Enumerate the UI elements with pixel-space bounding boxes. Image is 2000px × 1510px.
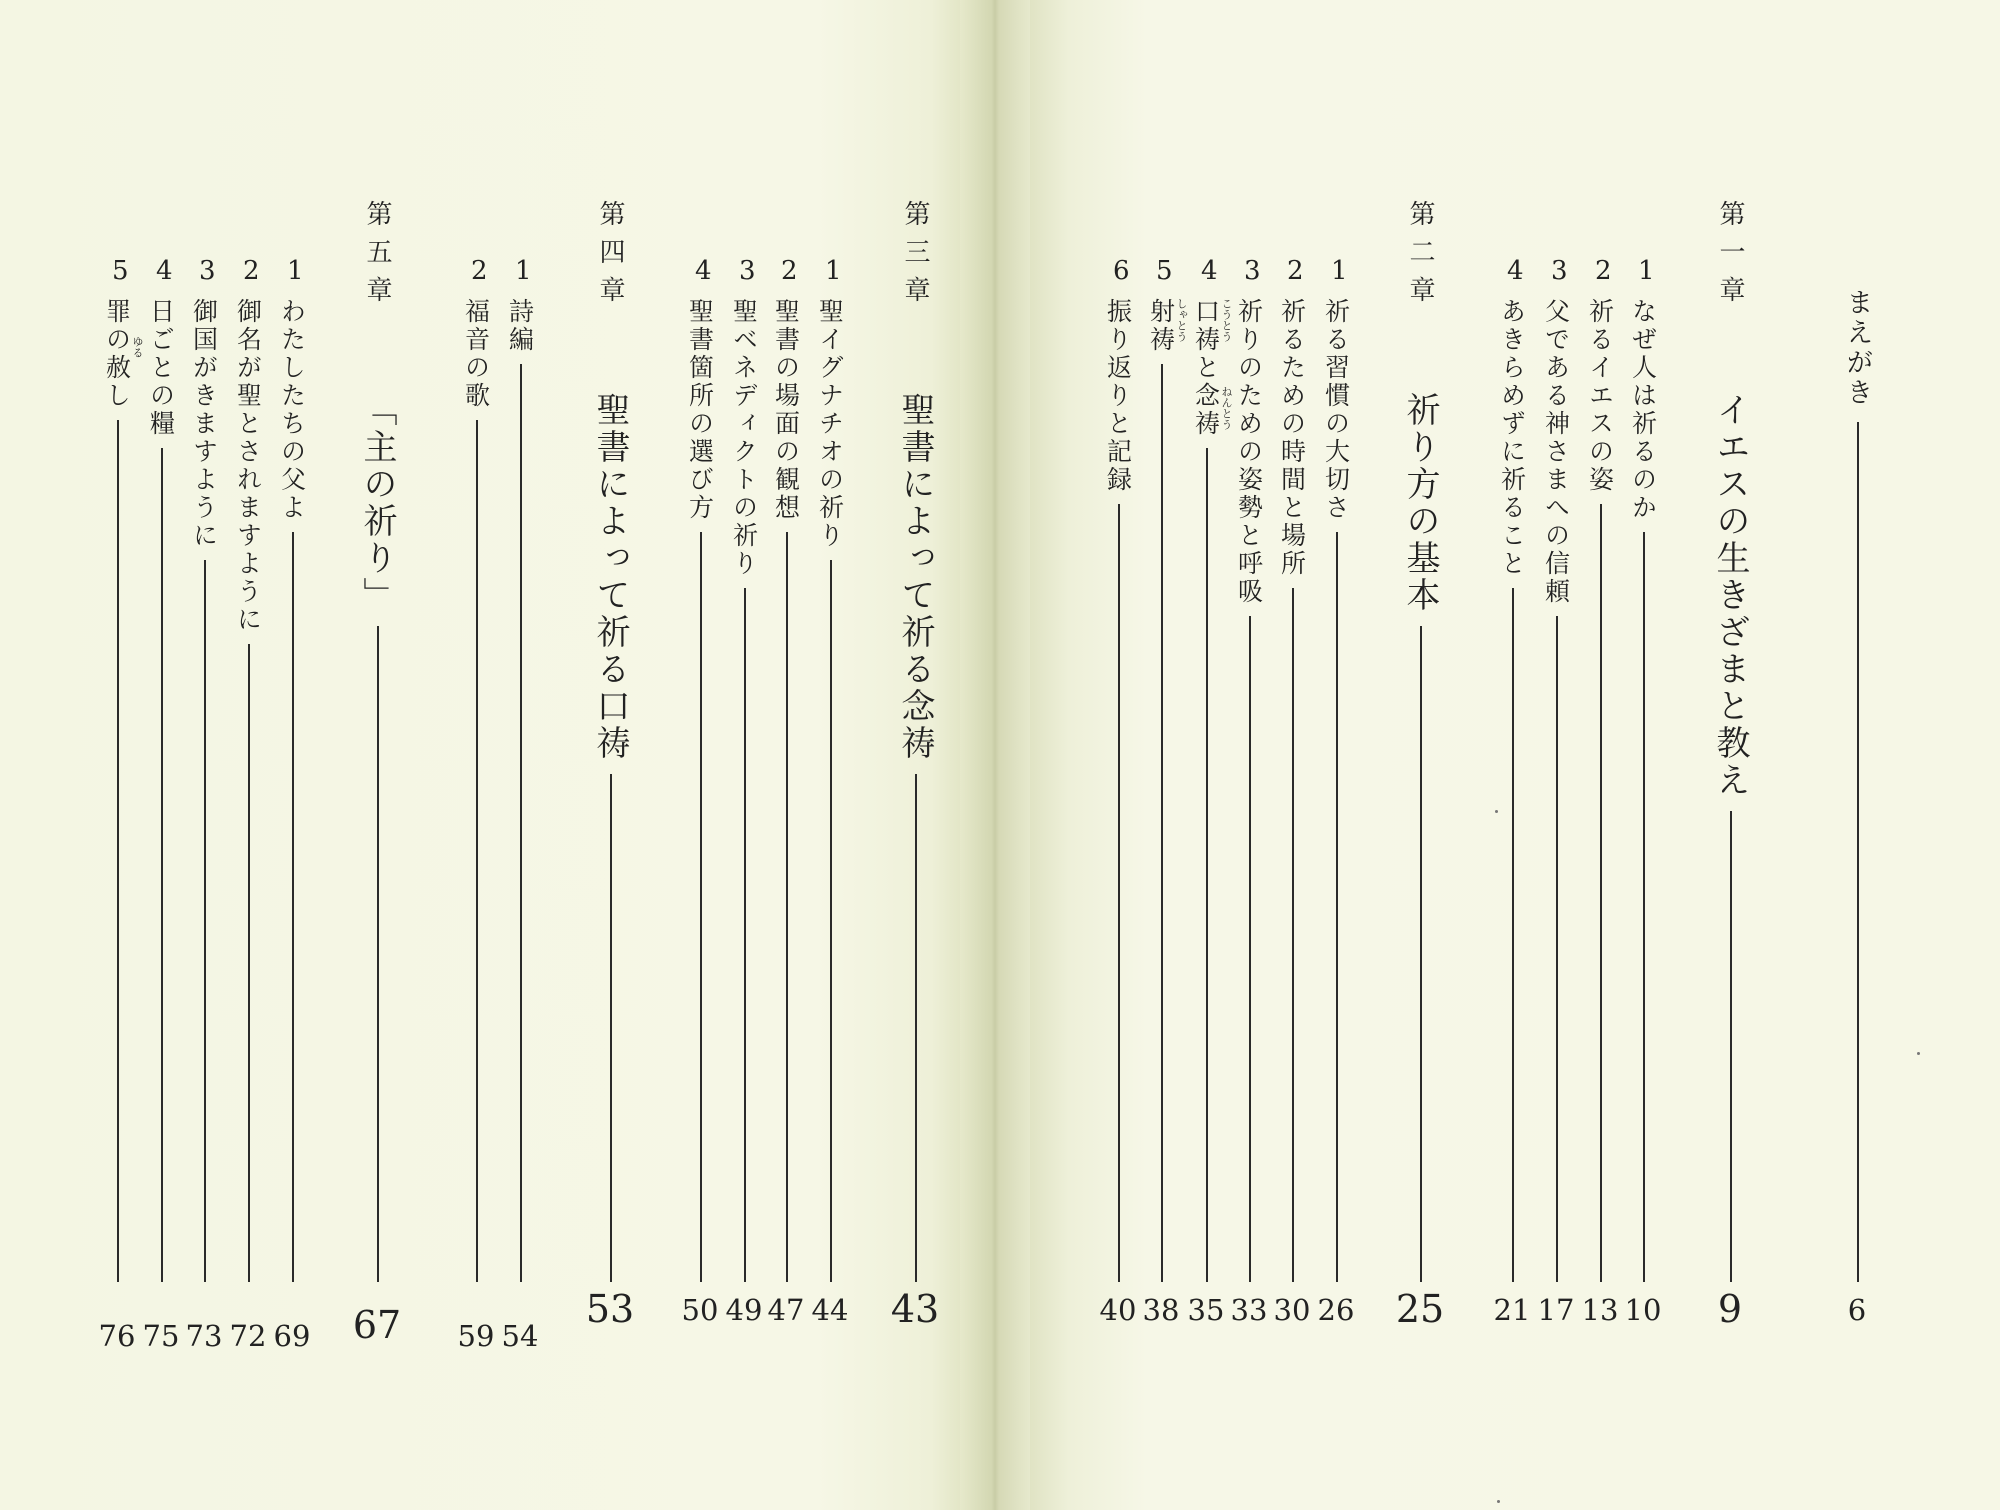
book-spread: まえがき 6 第一章 イエスの生きざまと教え 9 1 なぜ人は祈るのか 10 2 祈るイエスの姿 13 3 父である神さまへの信頼 17 4 あきらめずに祈ること 21 第二章 祈り方の基本 25 1 祈る習慣の大切さ 26 2 祈るための時間と場所 30 3 祈りのための姿勢と呼吸 33 4 口祷と念祷 35 こうとう ねんとう 5 射祷 38 しゃとう 6 振り返りと記録 40 第三章 聖書によって祈る念祷 43 1 聖イグナチオの祈り 44 2 聖書の場面の観想 47 3 聖ベネディクトの祈り 49 4 聖書箇所の選び方 50 第四章 聖書によって祈る口祷 53 1 詩編 54 2 福音の歌 59 第五章 「主の祈り」 67 1 わたしたちの父よ 69 2 御名が聖とされますように 72 3 御国がきますように 73 4 日ごとの糧 75 5 罪の赦し 76 ゆる (0, 0, 2000, 1510)
chapter-label: 第五章 (362, 200, 392, 314)
leader-line (520, 364, 522, 1282)
right-page (1030, 0, 2000, 1510)
section-title: 聖書箇所の選び方 (685, 298, 715, 522)
section-title: 父である神さまへの信頼 (1541, 298, 1571, 606)
chapter-title: 聖書によって祈る口祷 (590, 392, 630, 762)
ruby-reading: こうとう (1220, 298, 1233, 342)
leader-line (1600, 504, 1602, 1282)
section-title: 祈る習慣の大切さ (1321, 298, 1351, 522)
section-title: 振り返りと記録 (1103, 298, 1133, 494)
chapter-title: イエスの生きざまと教え (1710, 392, 1750, 799)
ruby-reading: しゃとう (1175, 298, 1188, 342)
leader-line (830, 560, 832, 1282)
leader-line (700, 532, 702, 1282)
section-title: 御名が聖とされますように (233, 298, 263, 634)
left-page (0, 0, 960, 1510)
section-title: 御国がきますように (189, 298, 219, 550)
leader-line (1249, 616, 1251, 1282)
leader-line (476, 420, 478, 1282)
leader-line (1556, 616, 1558, 1282)
ruby-reading: ゆる (131, 336, 144, 358)
chapter-title: 「主の祈り」 (357, 392, 397, 614)
leader-line (204, 560, 206, 1282)
section-title: 口祷と念祷 (1191, 298, 1221, 438)
section-title: 福音の歌 (461, 298, 491, 410)
ruby-reading: ねんとう (1220, 386, 1233, 430)
paper-speck (1497, 1500, 1500, 1503)
section-title: 詩編 (505, 298, 535, 354)
leader-line (1643, 532, 1645, 1282)
leader-line (1420, 626, 1422, 1282)
section-title: 罪の赦し (102, 298, 132, 410)
leader-line (1512, 588, 1514, 1282)
section-title: 祈りのための姿勢と呼吸 (1234, 298, 1264, 606)
leader-line (786, 532, 788, 1282)
leader-line (1161, 364, 1163, 1282)
section-title: 祈るための時間と場所 (1277, 298, 1307, 578)
section-title: わたしたちの父よ (277, 298, 307, 522)
paper-speck (1495, 810, 1498, 813)
chapter-label: 第四章 (595, 200, 625, 314)
leader-line (377, 626, 379, 1282)
chapter-title: 聖書によって祈る念祷 (895, 392, 935, 762)
chapter-label: 第一章 (1715, 200, 1745, 314)
chapter-title: 祈り方の基本 (1400, 392, 1440, 614)
leader-line (1118, 504, 1120, 1282)
section-title: 射祷 (1146, 298, 1176, 354)
section-title: 聖ベネディクトの祈り (729, 298, 759, 578)
leader-line (1730, 811, 1732, 1282)
section-title: あきらめずに祈ること (1497, 298, 1527, 578)
leader-line (1292, 588, 1294, 1282)
section-title: 聖書の場面の観想 (771, 298, 801, 522)
leader-line (292, 532, 294, 1282)
leader-line (1336, 532, 1338, 1282)
leader-line (915, 774, 917, 1282)
chapter-label: 第二章 (1405, 200, 1435, 314)
leader-line (117, 420, 119, 1282)
book-gutter (960, 0, 1030, 1510)
leader-line (610, 774, 612, 1282)
section-title: 日ごとの糧 (146, 298, 176, 438)
leader-line (248, 644, 250, 1282)
leader-line (1206, 448, 1208, 1282)
section-title: 聖イグナチオの祈り (815, 298, 845, 550)
leader-line (1857, 422, 1859, 1282)
section-title: なぜ人は祈るのか (1628, 298, 1658, 522)
section-title: 祈るイエスの姿 (1585, 298, 1615, 494)
leader-line (161, 448, 163, 1282)
preface-title: まえがき (1841, 288, 1873, 408)
paper-speck (1917, 1052, 1920, 1055)
chapter-label: 第三章 (900, 200, 930, 314)
leader-line (744, 588, 746, 1282)
